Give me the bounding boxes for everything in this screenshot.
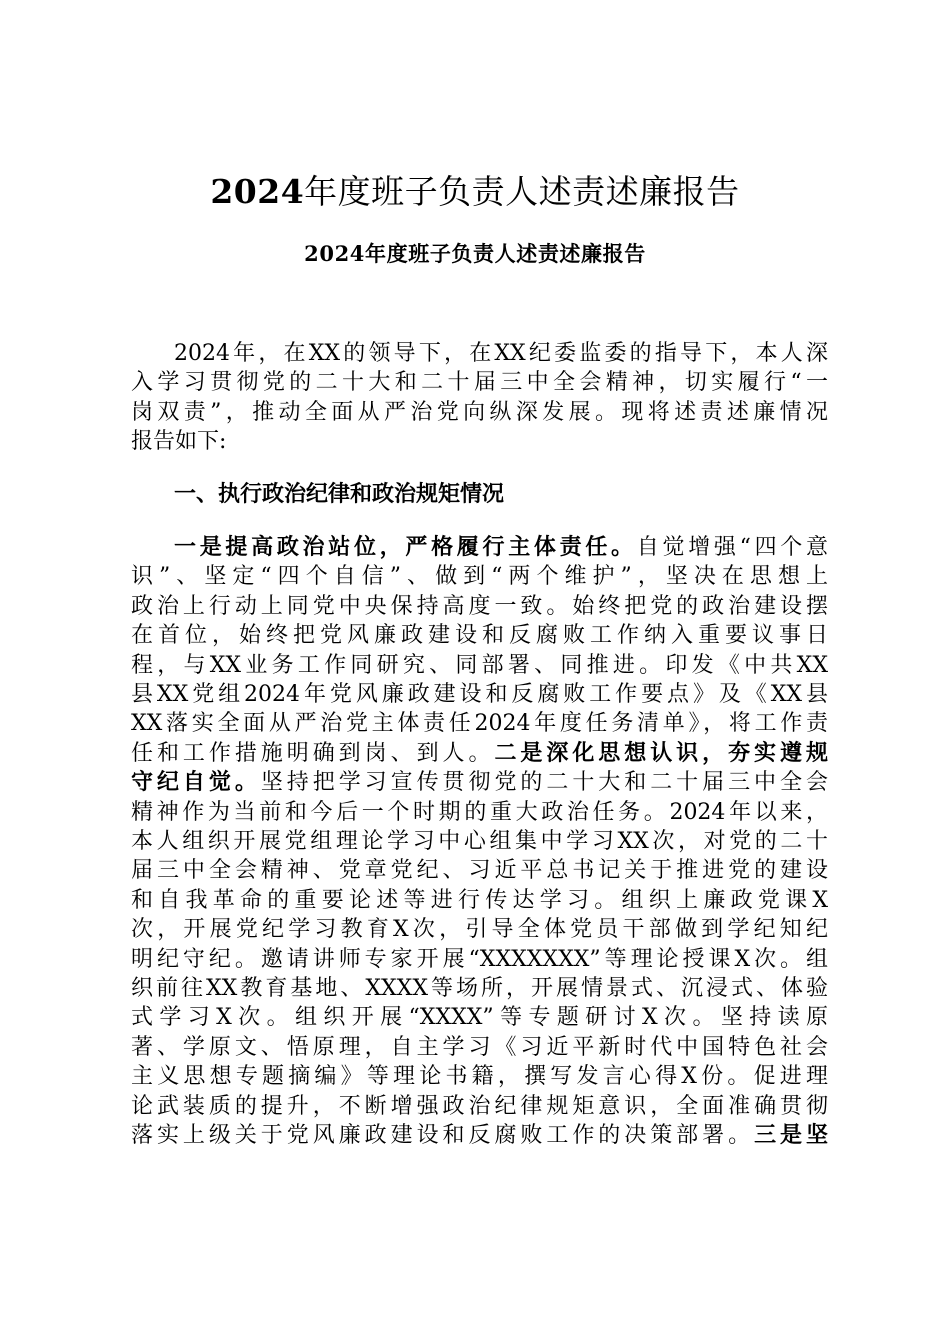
body-text: 自觉增强“四个意 xyxy=(636,535,828,560)
intro-line-2: 入学习贯彻党的二十大和二十届三中全会精神，切实履行“一 xyxy=(131,370,828,396)
body-line-13: 和自我革命的重要论述等进行传达学习。组织上廉政党课X xyxy=(131,887,828,913)
body-line-2: 识”、坚定“四个自信”、做到“两个维护”，坚决在思想上 xyxy=(131,564,828,590)
body-line-17: 式学习X次。组织开展“XXXX”等专题研讨X次。坚持读原 xyxy=(131,1005,828,1031)
body-line-5: 程，与XX业务工作同研究、同部署、同推进。印发《中共XX xyxy=(131,652,828,678)
point-three-heading: 三是坚 xyxy=(754,1122,828,1148)
body-line-19: 主义思想专题摘编》等理论书籍，撰写发言心得X份。促进理 xyxy=(131,1064,828,1090)
body-line-20: 论武装质的提升，不断增强政治纪律规矩意识，全面准确贯彻 xyxy=(131,1093,828,1119)
intro-line-1: 2024年，在XX的领导下，在XX纪委监委的指导下，本人深 xyxy=(174,341,828,366)
title-text: 年度班子负责人述责述廉报告 xyxy=(304,172,740,211)
body-line-12: 届三中全会精神、党章党纪、习近平总书记关于推进党的建设 xyxy=(131,858,828,884)
title-year: 2024 xyxy=(210,172,305,211)
body-line-18: 著、学原文、悟原理，自主学习《习近平新时代中国特色社会 xyxy=(131,1034,828,1060)
page-subtitle: 2024年度班子负责人述责述廉报告 xyxy=(304,241,646,266)
body-line-16: 织前往XX教育基地、XXXX等场所，开展情景式、沉浸式、体验 xyxy=(131,976,828,1001)
body-line-4: 在首位，始终把党风廉政建设和反腐败工作纳入重要议事日 xyxy=(131,623,828,649)
body-line-14: 次，开展党纪学习教育X次，引导全体党员干部做到学纪知纪 xyxy=(131,917,828,943)
intro-line-4: 报告如下: xyxy=(131,429,227,455)
body-line-21 xyxy=(131,1121,828,1150)
body-line-6: 县XX党组2024年党风廉政建设和反腐败工作要点》及《XX县 xyxy=(131,682,828,707)
page-title xyxy=(0,165,950,219)
point-one-heading: 一是提高政治站位，严格履行主体责任。 xyxy=(174,534,637,560)
body-text: 任和工作措施明确到岗、到人。 xyxy=(131,740,495,766)
point-two-heading: 二是深化思想认识，夯实遵规 xyxy=(494,739,828,766)
point-two-heading-cont: 守纪自觉。 xyxy=(131,769,261,796)
intro-line-3: 岗双责”，推动全面从严治党向纵深发展。现将述责述廉情况 xyxy=(131,399,828,425)
body-line-1 xyxy=(174,533,828,562)
body-line-10: 精神作为当前和今后一个时期的重大政治任务。2024年以来， xyxy=(131,799,828,825)
body-text: 坚持把学习宣传贯彻党的二十大和二十届三中全会 xyxy=(260,770,828,796)
body-line-9 xyxy=(131,768,828,797)
body-line-7: XX落实全面从严治党主体责任2024年度任务清单》，将工作责 xyxy=(131,711,828,737)
body-text: 落实上级关于党风廉政建设和反腐败工作的决策部署。 xyxy=(131,1123,755,1148)
body-line-11: 本人组织开展党组理论学习中心组集中学习XX次，对党的二十 xyxy=(131,829,828,854)
body-line-15: 明纪守纪。邀请讲师专家开展“XXXXXXX”等理论授课X次。组 xyxy=(131,946,828,972)
section-heading: 一、执行政治纪律和政治规矩情况 xyxy=(174,481,505,507)
body-line-3: 政治上行动上同党中央保持高度一致。始终把党的政治建设摆 xyxy=(131,593,828,619)
body-line-8 xyxy=(131,739,828,768)
